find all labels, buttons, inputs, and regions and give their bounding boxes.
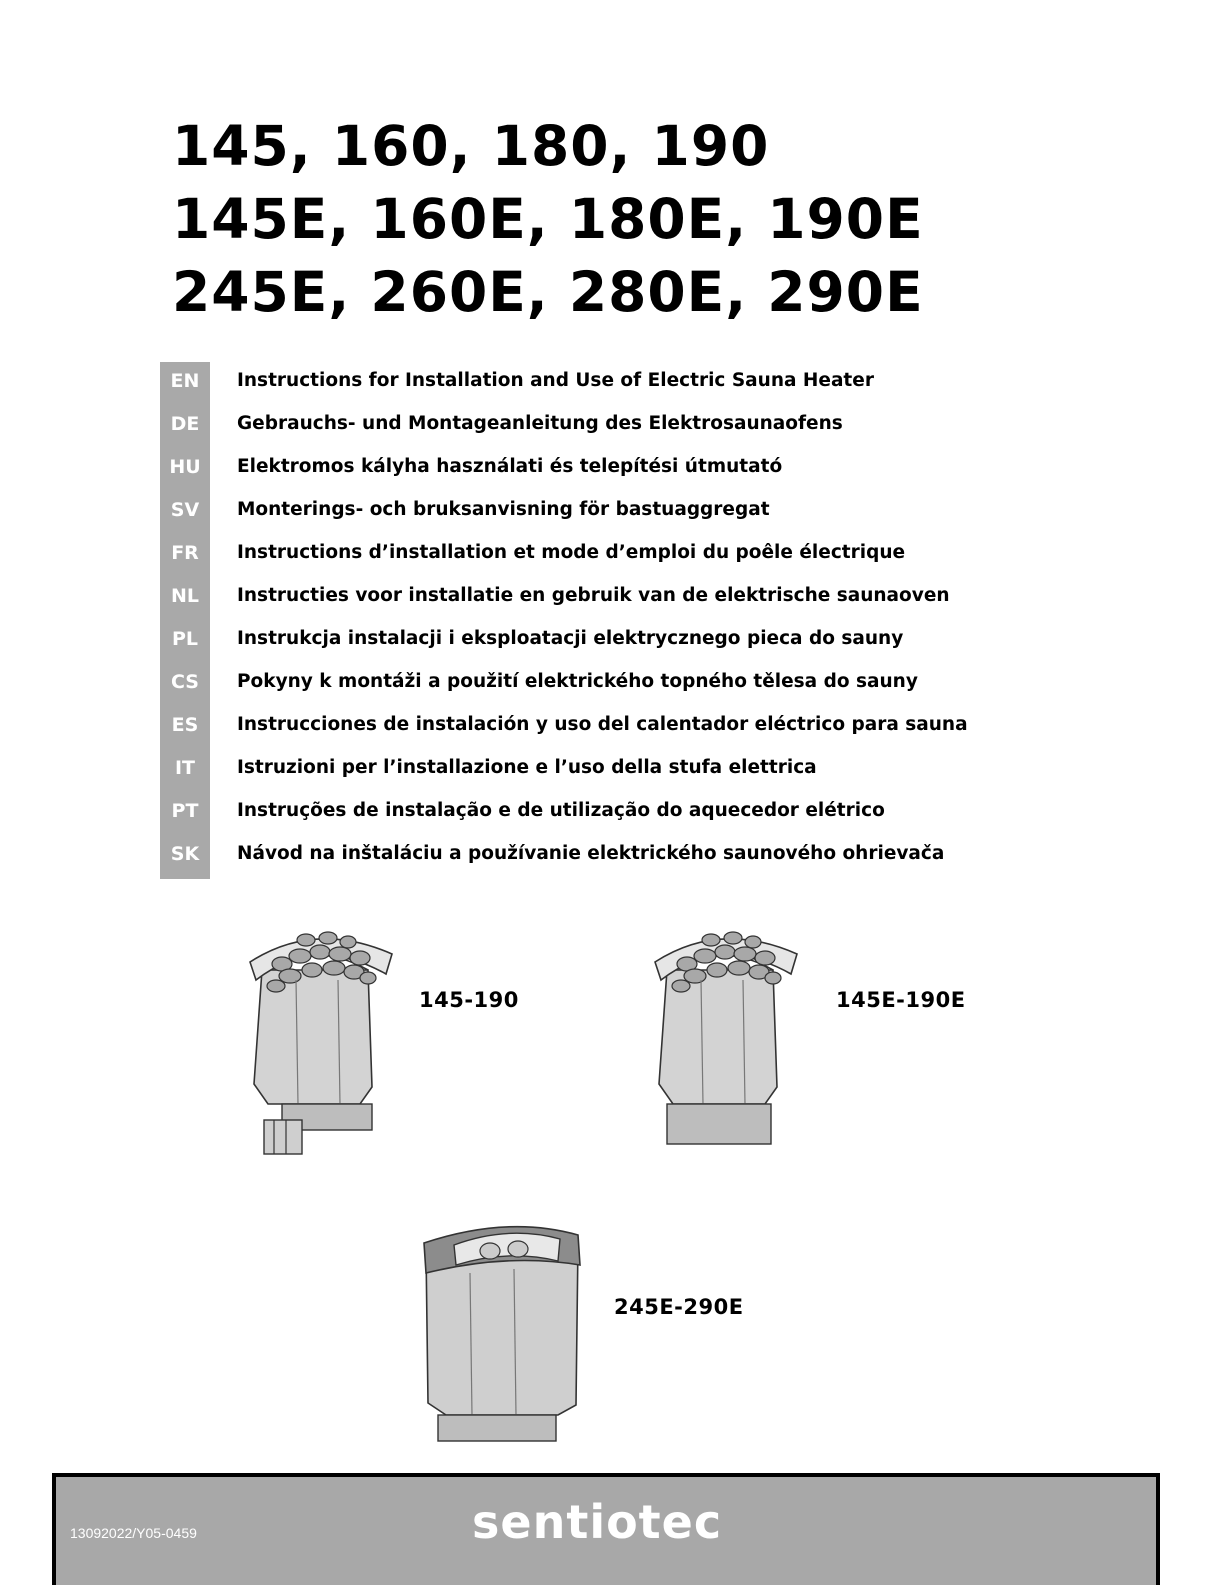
footer-bar bbox=[52, 1473, 1160, 1585]
language-code: NL bbox=[170, 585, 199, 607]
language-row bbox=[160, 491, 980, 534]
language-title: Instructions for Installation and Use of Electric Sauna Heater bbox=[237, 370, 874, 391]
sauna-heater-icon bbox=[240, 912, 400, 1162]
language-code: HU bbox=[169, 456, 201, 478]
model-list bbox=[172, 110, 924, 329]
language-title: Istruzioni per l’installazione e l’uso della stufa elettrica bbox=[237, 757, 817, 778]
language-row bbox=[160, 620, 980, 663]
language-code: ES bbox=[171, 714, 199, 736]
brand-logo: sentiotec bbox=[472, 1495, 723, 1549]
language-row bbox=[160, 405, 980, 448]
sauna-heater-open-icon bbox=[418, 1205, 588, 1445]
sauna-heater-icon bbox=[645, 912, 805, 1162]
product-label: 145E-190E bbox=[836, 988, 966, 1012]
language-row bbox=[160, 663, 980, 706]
language-title: Instrucciones de instalación y uso del calentador eléctrico para sauna bbox=[237, 714, 968, 735]
language-code: CS bbox=[171, 671, 199, 693]
language-code: EN bbox=[170, 370, 200, 392]
language-row bbox=[160, 448, 980, 491]
language-row bbox=[160, 362, 980, 405]
language-title: Instrukcja instalacji i eksploatacji elektrycznego pieca do sauny bbox=[237, 628, 904, 649]
language-code: PL bbox=[171, 628, 199, 650]
language-code: PT bbox=[171, 800, 199, 822]
language-code: SV bbox=[170, 499, 200, 521]
document-code: 13092022/Y05-0459 bbox=[70, 1525, 197, 1541]
product-label: 145-190 bbox=[419, 988, 519, 1012]
language-row bbox=[160, 792, 980, 835]
language-title: Instructions d’installation et mode d’emploi du poêle électrique bbox=[237, 542, 906, 563]
language-row bbox=[160, 577, 980, 620]
language-title: Instruções de instalação e de utilização do aquecedor elétrico bbox=[237, 800, 885, 821]
language-row bbox=[160, 534, 980, 577]
language-title: Instructies voor installatie en gebruik van de elektrische saunaoven bbox=[237, 585, 950, 606]
language-code: DE bbox=[170, 413, 200, 435]
language-row bbox=[160, 749, 980, 792]
language-title: Monterings- och bruksanvisning för bastuaggregat bbox=[237, 499, 770, 520]
model-line: 145, 160, 180, 190 bbox=[172, 114, 770, 178]
product-label: 245E-290E bbox=[614, 1295, 744, 1319]
language-title: Elektromos kályha használati és telepítési útmutató bbox=[237, 456, 783, 477]
language-title: Pokyny k montáži a použití elektrického topného tělesa do sauny bbox=[237, 671, 918, 692]
language-row bbox=[160, 706, 980, 749]
language-row bbox=[160, 835, 980, 878]
language-title: Návod na inštaláciu a používanie elektrického saunového ohrievača bbox=[237, 843, 945, 864]
model-line: 245E, 260E, 280E, 290E bbox=[172, 260, 924, 324]
language-code: SK bbox=[170, 843, 200, 865]
language-code: FR bbox=[171, 542, 199, 564]
model-line: 145E, 160E, 180E, 190E bbox=[172, 187, 924, 251]
language-title: Gebrauchs- und Montageanleitung des Elektrosaunaofens bbox=[237, 413, 843, 434]
language-code: IT bbox=[174, 757, 196, 779]
